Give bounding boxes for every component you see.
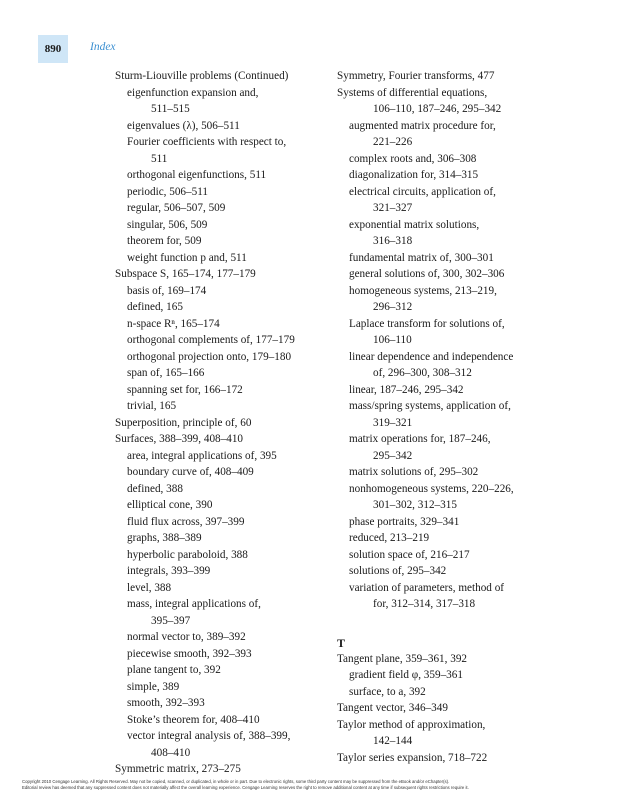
- index-entry: matrix solutions of, 295–302: [349, 466, 479, 478]
- index-entry: area, integral applications of, 395: [127, 449, 277, 462]
- index-entry: augmented matrix procedure for,: [349, 119, 496, 132]
- index-entry: eigenvalues (λ), 506–511: [127, 119, 240, 132]
- index-entry: eigenfunction expansion and,: [127, 86, 259, 99]
- index-entry: defined, 165: [127, 301, 183, 313]
- index-entry: Stoke’s theorem for, 408–410: [127, 713, 260, 726]
- index-entry: trivial, 165: [127, 400, 177, 412]
- index-column-right: [337, 68, 562, 766]
- page-number: 890: [38, 35, 68, 63]
- index-entry: Tangent plane, 359–361, 392: [337, 652, 468, 665]
- index-entry: complex roots and, 306–308: [349, 152, 477, 165]
- copyright-line-2: Editorial review has deemed that any suppressed content does not materially affect the overall learning experience. Cengage Learning reserves the right to remove additional content at any time if subsequent rights restrictions require it.: [22, 785, 469, 790]
- index-entry: 319–321: [373, 416, 413, 429]
- index-entry: Surfaces, 388–399, 408–410: [115, 433, 244, 445]
- index-entry: gradient field φ, 359–361: [349, 669, 463, 681]
- index-entry: theorem for, 509: [127, 235, 202, 247]
- index-entry: span of, 165–166: [127, 367, 205, 379]
- index-entry: mass, integral applications of,: [127, 598, 261, 610]
- index-entry: 408–410: [151, 746, 191, 759]
- index-entry: for, 312–314, 317–318: [373, 598, 476, 610]
- copyright-line-1: Copyright 2010 Cengage Learning. All Rights Reserved. May not be copied, scanned, or duplicated, in whole or in part. Due to electronic rights, some third party content may be suppressed from the eBook and/or eChapter(s).: [22, 779, 450, 784]
- index-column-left: [115, 68, 325, 778]
- index-entry: 296–312: [373, 301, 413, 313]
- index-entry: singular, 506, 509: [127, 218, 208, 231]
- index-entry: elliptical cone, 390: [127, 499, 213, 511]
- index-entry: spanning set for, 166–172: [127, 383, 243, 396]
- index-entry: diagonalization for, 314–315: [349, 169, 479, 181]
- section-letter: T: [337, 635, 346, 650]
- index-entry: Sturm-Liouville problems (Continued): [115, 70, 289, 82]
- index-entry: piecewise smooth, 392–393: [127, 647, 252, 660]
- index-entry: 316–318: [373, 235, 413, 247]
- index-entry: smooth, 392–393: [127, 697, 205, 709]
- index-entry: reduced, 213–219: [349, 532, 430, 544]
- index-entry: phase portraits, 329–341: [349, 515, 460, 528]
- index-entry: fluid flux across, 397–399: [127, 515, 245, 528]
- index-entry: exponential matrix solutions,: [349, 218, 480, 231]
- index-entry: Symmetric matrix, 273–275: [115, 763, 241, 775]
- index-entry: graphs, 388–389: [127, 532, 202, 544]
- index-entry: 106–110: [373, 334, 412, 346]
- index-entry: orthogonal eigenfunctions, 511: [127, 169, 267, 181]
- index-entry: integrals, 393–399: [127, 565, 211, 577]
- index-entry: matrix operations for, 187–246,: [349, 433, 491, 445]
- index-entry: 395–397: [151, 614, 191, 627]
- index-entry: fundamental matrix of, 300–301: [349, 251, 494, 264]
- index-entry: mass/spring systems, application of,: [349, 400, 511, 412]
- index-entry: Taylor series expansion, 718–722: [337, 751, 488, 764]
- index-entry: hyperbolic paraboloid, 388: [127, 548, 248, 561]
- index-entry: basis of, 169–174: [127, 284, 207, 297]
- index-entry: regular, 506–507, 509: [127, 202, 226, 214]
- index-entry: Fourier coefficients with respect to,: [127, 136, 287, 148]
- index-entry: variation of parameters, method of: [349, 581, 505, 594]
- index-entry: level, 388: [127, 581, 172, 594]
- index-entry: 221–226: [373, 136, 413, 148]
- index-entry: 321–327: [373, 202, 413, 214]
- index-entry: Superposition, principle of, 60: [115, 416, 252, 429]
- index-entry: simple, 389: [127, 680, 180, 693]
- index-entry: solution space of, 216–217: [349, 548, 470, 561]
- index-entry: surface, to a, 392: [349, 685, 426, 698]
- index-entry: 142–144: [373, 735, 413, 747]
- index-entry: boundary curve of, 408–409: [127, 466, 254, 478]
- index-entry: nonhomogeneous systems, 220–226,: [349, 482, 514, 495]
- index-entry: 106–110, 187–246, 295–342: [373, 103, 502, 115]
- index-entry: orthogonal projection onto, 179–180: [127, 350, 292, 363]
- index-entry: 511–515: [151, 103, 190, 115]
- index-entry: of, 296–300, 308–312: [373, 367, 472, 379]
- index-entry: Systems of differential equations,: [337, 86, 488, 99]
- index-entry: 511: [151, 152, 168, 165]
- index-entry: vector integral analysis of, 388–399,: [127, 730, 291, 742]
- index-entry: Subspace S, 165–174, 177–179: [115, 268, 256, 280]
- index-entry: Tangent vector, 346–349: [337, 702, 448, 714]
- index-entry: linear, 187–246, 295–342: [349, 383, 464, 396]
- index-entry: defined, 388: [127, 482, 183, 495]
- index-entry: orthogonal complements of, 177–179: [127, 334, 295, 346]
- index-entry: 301–302, 312–315: [373, 499, 457, 511]
- index-entry: homogeneous systems, 213–219,: [349, 284, 497, 297]
- copyright-notice: [22, 779, 600, 791]
- index-entry: n-space Rⁿ, 165–174: [127, 317, 220, 330]
- index-entry: Symmetry, Fourier transforms, 477: [337, 70, 495, 82]
- index-entry: solutions of, 295–342: [349, 565, 447, 577]
- index-entry: plane tangent to, 392: [127, 664, 221, 676]
- index-entry: periodic, 506–511: [127, 185, 208, 198]
- index-entry: Laplace transform for solutions of,: [349, 317, 505, 330]
- index-entry: Taylor method of approximation,: [337, 718, 486, 731]
- index-entry: normal vector to, 389–392: [127, 631, 246, 643]
- running-head: Index: [90, 41, 116, 53]
- index-entry: 295–342: [373, 449, 413, 462]
- index-entry: general solutions of, 300, 302–306: [349, 268, 505, 280]
- index-entry: weight function p and, 511: [127, 251, 247, 264]
- index-entry: linear dependence and independence: [349, 350, 514, 363]
- index-entry: electrical circuits, application of,: [349, 185, 496, 198]
